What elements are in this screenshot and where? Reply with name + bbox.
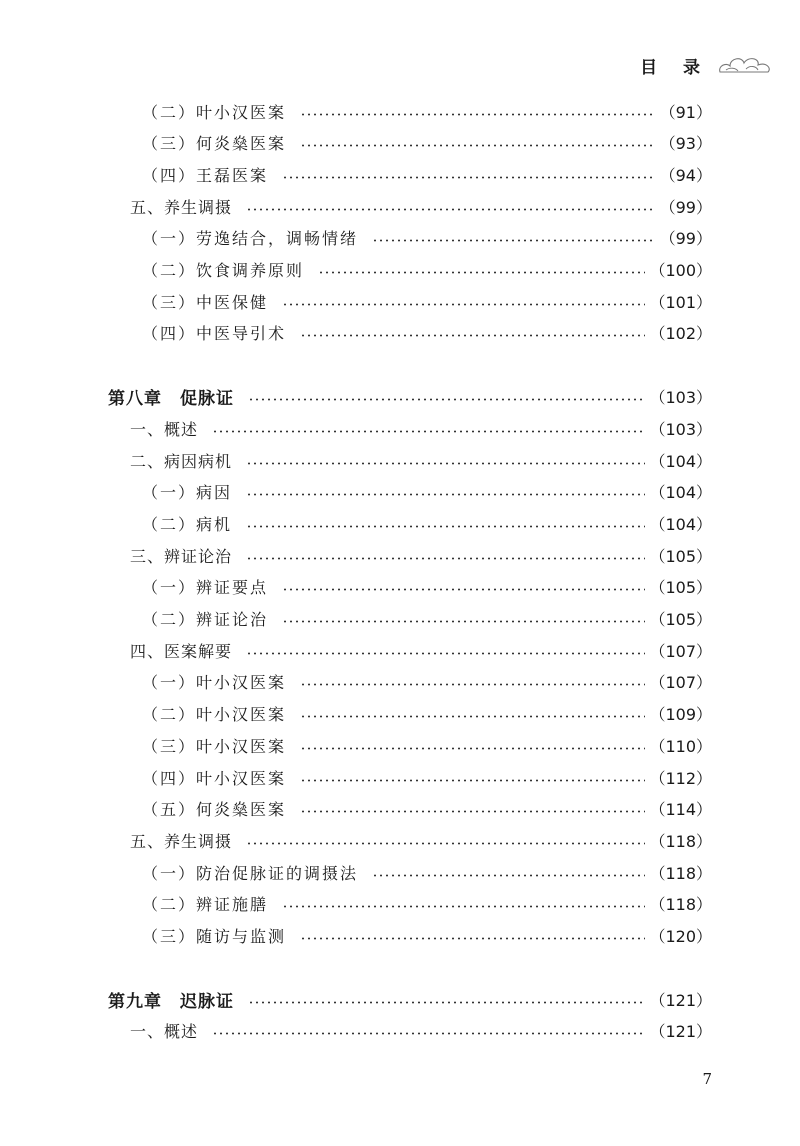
dot-leader: [246, 462, 645, 465]
toc-entry-title: （一）劳逸结合，调畅情绪: [142, 229, 359, 249]
toc-entry: [142, 857, 712, 887]
dot-leader: [246, 842, 645, 845]
toc-entry-title: 四、医案解要: [130, 641, 233, 661]
dot-leader: [246, 208, 656, 211]
dot-leader: [300, 715, 645, 718]
dot-leader: [212, 1032, 645, 1035]
toc-entry-page: （114）: [649, 800, 712, 820]
toc-entry-title: 五、养生调摄: [130, 197, 233, 217]
toc-entry-title: 一、概述: [130, 419, 199, 439]
toc-entry-page: （94）: [659, 165, 712, 185]
dot-leader: [282, 176, 656, 179]
toc-entry: [130, 445, 712, 475]
toc-entry-title: （四）王磊医案: [142, 165, 269, 185]
toc-entry: [142, 604, 712, 634]
toc-entry-page: （104）: [649, 514, 712, 534]
toc-entry-title: 三、辨证论治: [130, 546, 233, 566]
toc-entry: [142, 699, 712, 729]
toc-entry-page: （107）: [649, 641, 712, 661]
dot-leader: [300, 747, 645, 750]
toc-entry-page: （101）: [649, 292, 712, 312]
toc-entry-title: 第九章 迟脉证: [108, 991, 234, 1012]
dot-leader: [300, 683, 645, 686]
toc-entry: [130, 413, 712, 443]
toc-entry-title: （二）病机: [142, 514, 233, 534]
toc-entry-title: （三）何炎燊医案: [142, 134, 287, 154]
toc-entry-title: 第八章 促脉证: [108, 389, 234, 410]
dot-leader: [282, 620, 645, 623]
toc-entry-page: （118）: [649, 895, 712, 915]
dot-leader: [246, 525, 645, 528]
toc-entry-title: （一）防治促脉证的调摄法: [142, 863, 359, 883]
toc-entry-page: （100）: [649, 261, 712, 280]
toc-entry-title: 一、概述: [130, 1022, 199, 1042]
toc-entry-title: （三）中医保健: [142, 292, 269, 312]
toc-entry-page: （120）: [649, 927, 712, 946]
toc-entry: [142, 255, 712, 285]
dot-leader: [300, 810, 645, 813]
dot-leader: [248, 398, 645, 401]
dot-leader: [300, 334, 645, 337]
toc-entry-page: （105）: [649, 610, 712, 629]
toc-entry-page: （109）: [649, 705, 712, 725]
toc-entry-page: （103）: [649, 419, 712, 439]
dot-leader: [282, 303, 645, 306]
page-number: 7: [702, 1070, 712, 1088]
toc-entry-title: （二）辨证施膳: [142, 895, 269, 915]
toc-entry-page: （102）: [649, 324, 712, 344]
toc-entry-title: （四）叶小汉医案: [142, 768, 287, 788]
toc-entry: [130, 825, 712, 855]
toc-entry: [142, 730, 712, 760]
dot-leader: [318, 271, 645, 274]
toc-entry: [142, 477, 712, 507]
toc-entry: [142, 794, 712, 824]
toc-entry: [130, 1016, 712, 1046]
toc-entry: [142, 159, 712, 189]
toc-entry: [142, 96, 712, 126]
toc-entry-page: （91）: [659, 102, 712, 122]
dot-leader: [212, 430, 645, 433]
toc-entry-page: （121）: [649, 1022, 712, 1042]
dot-leader: [246, 493, 645, 496]
dot-leader: [372, 874, 645, 877]
toc-entry-page: （99）: [659, 197, 712, 217]
dot-leader: [246, 557, 645, 560]
toc-entry-page: （118）: [649, 863, 712, 883]
dot-leader: [300, 937, 645, 940]
toc-entry: [108, 984, 712, 1014]
toc-entry-page: （104）: [649, 451, 712, 471]
toc-entry-title: （一）辨证要点: [142, 578, 269, 598]
toc-entry-page: （112）: [649, 768, 712, 788]
toc-entry-title: （一）病因: [142, 483, 233, 503]
toc-entry: [130, 635, 712, 665]
toc-entry: [142, 921, 712, 951]
dot-leader: [300, 144, 656, 147]
dot-leader: [282, 588, 645, 591]
toc-entry-page: （110）: [649, 736, 712, 756]
toc-entry-title: （三）叶小汉医案: [142, 736, 287, 756]
dot-leader: [246, 652, 645, 655]
running-header: [640, 52, 774, 78]
toc-entry: [142, 508, 712, 538]
toc-entry-title: （二）叶小汉医案: [142, 102, 287, 122]
dot-leader: [248, 1001, 645, 1004]
toc-entry-title: （四）中医导引术: [142, 324, 287, 344]
toc-entry-title: （三）随访与监测: [142, 927, 287, 946]
toc-entry-page: （105）: [649, 546, 712, 566]
header-title: 目 录: [640, 57, 710, 78]
toc-entry-page: （103）: [649, 388, 712, 408]
toc-entry: [130, 191, 712, 221]
toc-entry: [142, 572, 712, 602]
toc-entry: [108, 382, 712, 412]
toc-entry-title: 五、养生调摄: [130, 831, 233, 851]
toc-entry-page: （104）: [649, 483, 712, 503]
toc-entry-title: 二、病因病机: [130, 451, 233, 471]
toc-entry: [142, 223, 712, 253]
toc-entry: [130, 540, 712, 570]
toc-entry-title: （五）何炎燊医案: [142, 800, 287, 820]
toc-entry-page: （107）: [649, 673, 712, 693]
toc-entry-page: （99）: [659, 229, 712, 249]
dot-leader: [372, 239, 656, 242]
dot-leader: [300, 113, 656, 116]
toc-entry-title: （一）叶小汉医案: [142, 673, 287, 693]
cloud-ornament-icon: [716, 52, 774, 78]
toc-entry-page: （121）: [649, 990, 712, 1010]
toc-entry-page: （93）: [659, 134, 712, 154]
toc-entry-page: （105）: [649, 578, 712, 598]
toc-entry-title: （二）叶小汉医案: [142, 705, 287, 725]
toc-entry-title: （二）辨证论治: [142, 610, 269, 629]
toc-entry: [142, 286, 712, 316]
toc-entry: [142, 667, 712, 697]
toc-entry: [142, 128, 712, 158]
toc-entry: [142, 889, 712, 919]
toc-entry: [142, 318, 712, 348]
dot-leader: [300, 779, 645, 782]
dot-leader: [282, 905, 645, 908]
toc-entry-title: （二）饮食调养原则: [142, 261, 305, 280]
toc-entry-page: （118）: [649, 831, 712, 851]
toc-entry: [142, 762, 712, 792]
